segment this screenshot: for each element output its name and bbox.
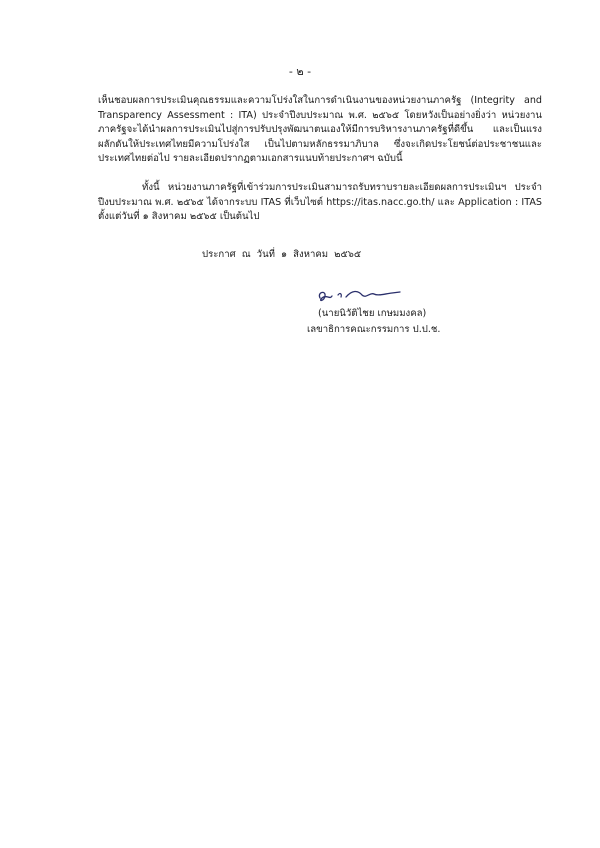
- page-number: - ๒ -: [288, 65, 312, 78]
- body-paragraph-2: [98, 181, 542, 225]
- paragraph-text: เห็นชอบผลการประเมินคุณธรรมและความโปร่งใสในการดำเนินงานของหน่วยงานภาครัฐ (Integrity and Transparency Assessment : ITA) ประจำปีงบประมาณ พ.ศ. ๒๕๖๕ โดยหวังเป็นอย่างยิ่งว่า หน่วยงานภาครัฐจะได้นำผลการประเมินไปสู่การปรับปรุงพัฒนาตนเองให้มีการบริหารงานภาครัฐที่ดีขึ้น และเป็นแรงผลักดันให้ประเทศไทยมีความโปร่งใส เป็นไปตามหลักธรรมาภิบาล ซึ่งจะเกิดประโยชน์ต่อประชาชนและประเทศไทยต่อไป รายละเอียดปรากฏตามเอกสารแนบท้ายประกาศฯ ฉบับนี้: [98, 95, 542, 165]
- signatory-title: เลขาธิการคณะกรรมการ ป.ป.ช.: [307, 324, 441, 335]
- body-paragraph-1: [98, 94, 542, 167]
- signatory-name: (นายนิวัติไชย เกษมมงคล): [318, 308, 427, 319]
- handwritten-signature: [314, 286, 404, 306]
- announcement-date: ประกาศ ณ วันที่ ๑ สิงหาคม ๒๕๖๕: [202, 249, 362, 260]
- paragraph-text: ทั้งนี้ หน่วยงานภาครัฐที่เข้าร่วมการประเมินสามารถรับทราบรายละเอียดผลการประเมินฯ ประจำปีงบประมาณ พ.ศ. ๒๕๖๕ ได้จากระบบ ITAS ที่เว็บไซต์ https://itas.nacc.go.th/ และ Application : ITAS ตั้งแต่วันที่ ๑ สิงหาคม ๒๕๖๕ เป็นต้นไป: [98, 182, 542, 223]
